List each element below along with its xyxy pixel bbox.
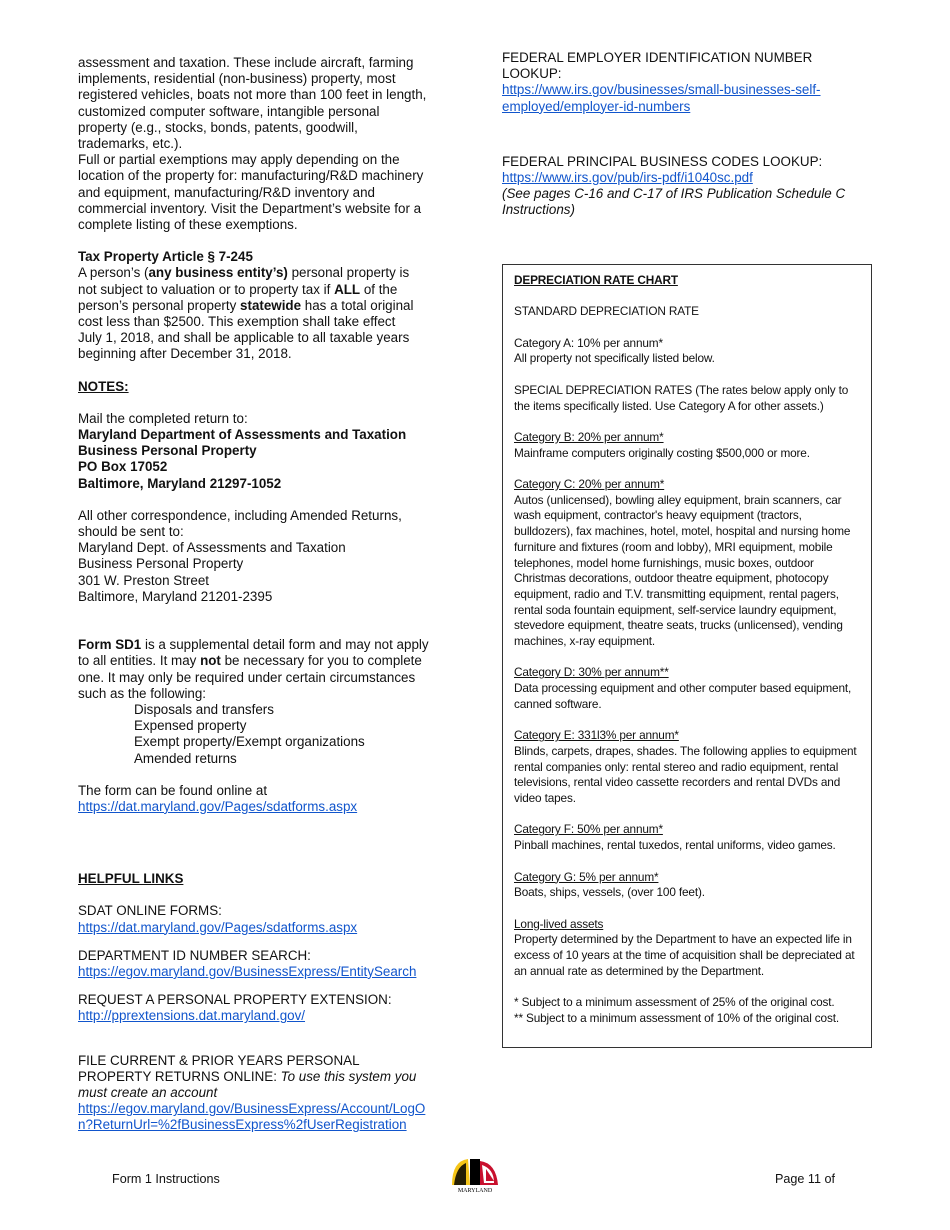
text-line: equipment, radio and T.V. transmitting equipment, rental pagers, bbox=[514, 586, 839, 601]
category-d-desc: canned software. bbox=[514, 696, 602, 711]
address-line: Maryland Dept. of Assessments and Taxation bbox=[78, 540, 346, 556]
text-line: Full or partial exemptions may apply depending on the bbox=[78, 152, 400, 168]
sdat-forms-link[interactable]: https://dat.maryland.gov/Pages/sdatforms.aspx bbox=[78, 798, 358, 814]
bold-span: statewide bbox=[240, 297, 302, 313]
bold-span: not bbox=[200, 653, 221, 669]
tax-article-paragraph bbox=[78, 265, 450, 362]
tax-article-heading: Tax Property Article § 7-245 bbox=[78, 249, 253, 265]
address-line: PO Box 17052 bbox=[78, 459, 168, 475]
text-line: such as the following: bbox=[78, 685, 207, 701]
long-lived-title: Long-lived assets bbox=[514, 916, 604, 931]
link-label: REQUEST A PERSONAL PROPERTY EXTENSION: bbox=[78, 992, 392, 1008]
helpful-links-heading: HELPFUL LINKS bbox=[78, 871, 184, 887]
special-rates-text: the items specifically listed. Use Category A for other assets.) bbox=[514, 398, 824, 413]
text-line: July 1, 2018, and shall be applicable to all taxable years bbox=[78, 330, 410, 346]
text-line: location of the property for: manufacturing/R&D machinery bbox=[78, 168, 424, 184]
pbc-link[interactable]: https://www.irs.gov/pub/irs-pdf/i1040sc.pdf bbox=[502, 170, 753, 186]
long-lived-desc: Property determined by the Department to have an expected life in bbox=[514, 932, 852, 947]
address-line: Business Personal Property bbox=[78, 443, 257, 459]
long-lived-desc: excess of 10 years at the time of acquisition shall be depreciated at bbox=[514, 948, 855, 963]
form-online-text: The form can be found online at bbox=[78, 782, 268, 798]
text-line: telephones, model home furnishings, music boxes, outdoor bbox=[514, 555, 814, 570]
bold-span: Form SD1 bbox=[78, 637, 142, 653]
text-span: person’s personal property bbox=[78, 297, 241, 313]
italic-span: must create an account bbox=[78, 1084, 218, 1100]
link-label: SDAT ONLINE FORMS: bbox=[78, 903, 222, 919]
link-line: employed/employer-id-numbers bbox=[502, 98, 691, 114]
address-line: Baltimore, Maryland 21201-2395 bbox=[78, 588, 273, 604]
text-line: rental soda fountain equipment, self-service laundry equipment, bbox=[514, 602, 837, 617]
text-line: and equipment, manufacturing/R&D inventory and bbox=[78, 184, 376, 200]
footer-form-name: Form 1 Instructions bbox=[112, 1172, 220, 1186]
text-span: of the bbox=[360, 281, 398, 297]
text-line: furniture and fixtures (room and lobby), MRI equipment, mobile bbox=[514, 539, 833, 554]
special-rates-text: SPECIAL DEPRECIATION RATES (The rates below apply only to bbox=[514, 382, 849, 397]
text-span: not subject to valuation or to property tax if bbox=[78, 281, 335, 297]
file-online-link[interactable] bbox=[78, 1101, 450, 1133]
sdat-online-forms-link[interactable]: https://dat.maryland.gov/Pages/sdatforms.aspx bbox=[78, 919, 358, 935]
text-line: one. It may only be required under certain circumstances bbox=[78, 669, 416, 685]
entity-search-link[interactable]: https://egov.maryland.gov/BusinessExpress/EntitySearch bbox=[78, 963, 417, 979]
extension-link[interactable]: http://pprextensions.dat.maryland.gov/ bbox=[78, 1008, 306, 1024]
text-line: trademarks, etc.). bbox=[78, 136, 183, 152]
file-online-label: FILE CURRENT & PRIOR YEARS PERSONAL bbox=[78, 1052, 360, 1068]
category-f-title: Category F: 50% per annum* bbox=[514, 822, 663, 837]
depreciation-rate-chart bbox=[502, 264, 872, 1048]
text-line: cost less than $2500. This exemption shall take effect bbox=[78, 314, 396, 330]
category-g-desc: Boats, ships, vessels, (over 100 feet). bbox=[514, 885, 705, 900]
category-b-title: Category B: 20% per annum* bbox=[514, 429, 664, 444]
text-line: property (e.g., stocks, bonds, patents, goodwill, bbox=[78, 119, 358, 135]
category-e-desc: Blinds, carpets, drapes, shades. The following applies to equipment bbox=[514, 743, 857, 758]
list-item: Disposals and transfers bbox=[134, 701, 274, 717]
link-label: DEPARTMENT ID NUMBER SEARCH: bbox=[78, 947, 311, 963]
text-line: complete listing of these exemptions. bbox=[78, 217, 298, 233]
category-b-desc: Mainframe computers originally costing $500,000 or more. bbox=[514, 445, 810, 460]
address-line: All other correspondence, including Amended Returns, bbox=[78, 507, 402, 523]
category-c-title: Category C: 20% per annum* bbox=[514, 477, 665, 492]
footer-page-number: Page 11 of bbox=[775, 1172, 835, 1186]
partial-exemptions-paragraph bbox=[78, 152, 450, 233]
form-sd1-paragraph bbox=[78, 637, 450, 767]
right-column bbox=[502, 50, 874, 219]
text-span: personal property is bbox=[287, 265, 410, 281]
category-d-desc: Data processing equipment and other computer based equipment, bbox=[514, 681, 852, 696]
bold-span: any business entity’s) bbox=[148, 265, 288, 281]
list-item: Exempt property/Exempt organizations bbox=[134, 734, 365, 750]
footnote-single-asterisk: * Subject to a minimum assessment of 25% of the original cost. bbox=[514, 995, 835, 1010]
text-span: A person’s ( bbox=[78, 265, 149, 281]
text-line: customized computer software, intangible personal bbox=[78, 103, 380, 119]
link-line: n?ReturnUrl=%2fBusinessExpress%2fUserRegistration bbox=[78, 1117, 407, 1133]
exemptions-paragraph bbox=[78, 55, 450, 152]
link-line: https://egov.maryland.gov/BusinessExpress/Account/LogO bbox=[78, 1101, 426, 1117]
pbc-note: (See pages C-16 and C-17 of IRS Publication Schedule C bbox=[502, 186, 846, 202]
category-d-title: Category D: 30% per annum** bbox=[514, 665, 669, 680]
text-span: PROPERTY RETURNS ONLINE: bbox=[78, 1068, 281, 1084]
category-e-desc: televisions, rental video cassette recorders and rental DVDs and bbox=[514, 775, 841, 790]
fein-label: FEDERAL EMPLOYER IDENTIFICATION NUMBER bbox=[502, 50, 813, 65]
text-line: stevedore equipment, theatre seats, trucks (unlicensed), vending bbox=[514, 618, 843, 633]
bold-span: ALL bbox=[334, 281, 361, 297]
text-line: machines, x-ray equipment. bbox=[514, 634, 656, 649]
list-item: Expensed property bbox=[134, 718, 247, 734]
text-line: registered vehicles, boats not more than 100 feet in length, bbox=[78, 87, 427, 103]
list-item: Amended returns bbox=[134, 750, 237, 766]
maryland-logo-icon bbox=[450, 1155, 500, 1193]
category-f-desc: Pinball machines, rental tuxedos, rental uniforms, video games. bbox=[514, 838, 836, 853]
logo-text: MARYLAND bbox=[457, 1188, 493, 1193]
standard-rate-heading: STANDARD DEPRECIATION RATE bbox=[514, 304, 699, 319]
pbc-label: FEDERAL PRINCIPAL BUSINESS CODES LOOKUP: bbox=[502, 153, 823, 169]
text-line: wash equipment, contractor's heavy equipment (tractors, bbox=[514, 508, 802, 523]
correspondence-address bbox=[78, 508, 450, 605]
category-c-desc bbox=[514, 493, 860, 650]
text-line: Autos (unlicensed), bowling alley equipment, brain scanners, car bbox=[514, 492, 842, 507]
italic-span: To use this system you bbox=[280, 1068, 417, 1084]
category-g-title: Category G: 5% per annum* bbox=[514, 869, 659, 884]
text-span: be necessary for you to complete bbox=[220, 653, 422, 669]
text-span: is a supplemental detail form and may not apply bbox=[141, 637, 429, 653]
category-e-desc: rental companies only: rental stereo and radio equipment, rental bbox=[514, 759, 839, 774]
text-span: to all entities. It may bbox=[78, 653, 201, 669]
address-line: Maryland Department of Assessments and Taxation bbox=[78, 427, 407, 443]
address-line: 301 W. Preston Street bbox=[78, 572, 209, 588]
text-line: commercial inventory. Visit the Department’s website for a bbox=[78, 200, 422, 216]
text-line: assessment and taxation. These include aircraft, farming bbox=[78, 55, 414, 70]
category-e-desc: video tapes. bbox=[514, 791, 576, 806]
mail-address bbox=[78, 427, 450, 492]
mail-intro: Mail the completed return to: bbox=[78, 410, 248, 426]
address-line: should be sent to: bbox=[78, 524, 184, 540]
address-line: Baltimore, Maryland 21297-1052 bbox=[78, 475, 282, 491]
text-line: implements, residential (non-business) property, most bbox=[78, 71, 396, 87]
category-a-desc: All property not specifically listed below. bbox=[514, 351, 715, 366]
text-line: Christmas decorations, outdoor theatre equipment, photocopy bbox=[514, 571, 829, 586]
category-a-title: Category A: 10% per annum* bbox=[514, 335, 663, 350]
left-column bbox=[78, 55, 450, 1134]
fein-label: LOOKUP: bbox=[502, 66, 562, 82]
footnote-double-asterisk: ** Subject to a minimum assessment of 10% of the original cost. bbox=[514, 1010, 839, 1025]
fein-link[interactable] bbox=[502, 82, 874, 114]
pbc-note: Instructions) bbox=[502, 202, 575, 218]
link-line: https://www.irs.gov/businesses/small-businesses-self- bbox=[502, 82, 821, 98]
address-line: Business Personal Property bbox=[78, 556, 244, 572]
long-lived-desc: an annual rate as determined by the Department. bbox=[514, 963, 765, 978]
text-span: has a total original bbox=[301, 297, 414, 313]
text-line: beginning after December 31, 2018. bbox=[78, 346, 292, 362]
notes-heading: NOTES: bbox=[78, 378, 129, 394]
depreciation-title: DEPRECIATION RATE CHART bbox=[514, 273, 678, 287]
text-line: bulldozers), fax machines, hotel, motel, hospital and nursing home bbox=[514, 524, 851, 539]
category-e-title: Category E: 331l3% per annum* bbox=[514, 728, 679, 743]
